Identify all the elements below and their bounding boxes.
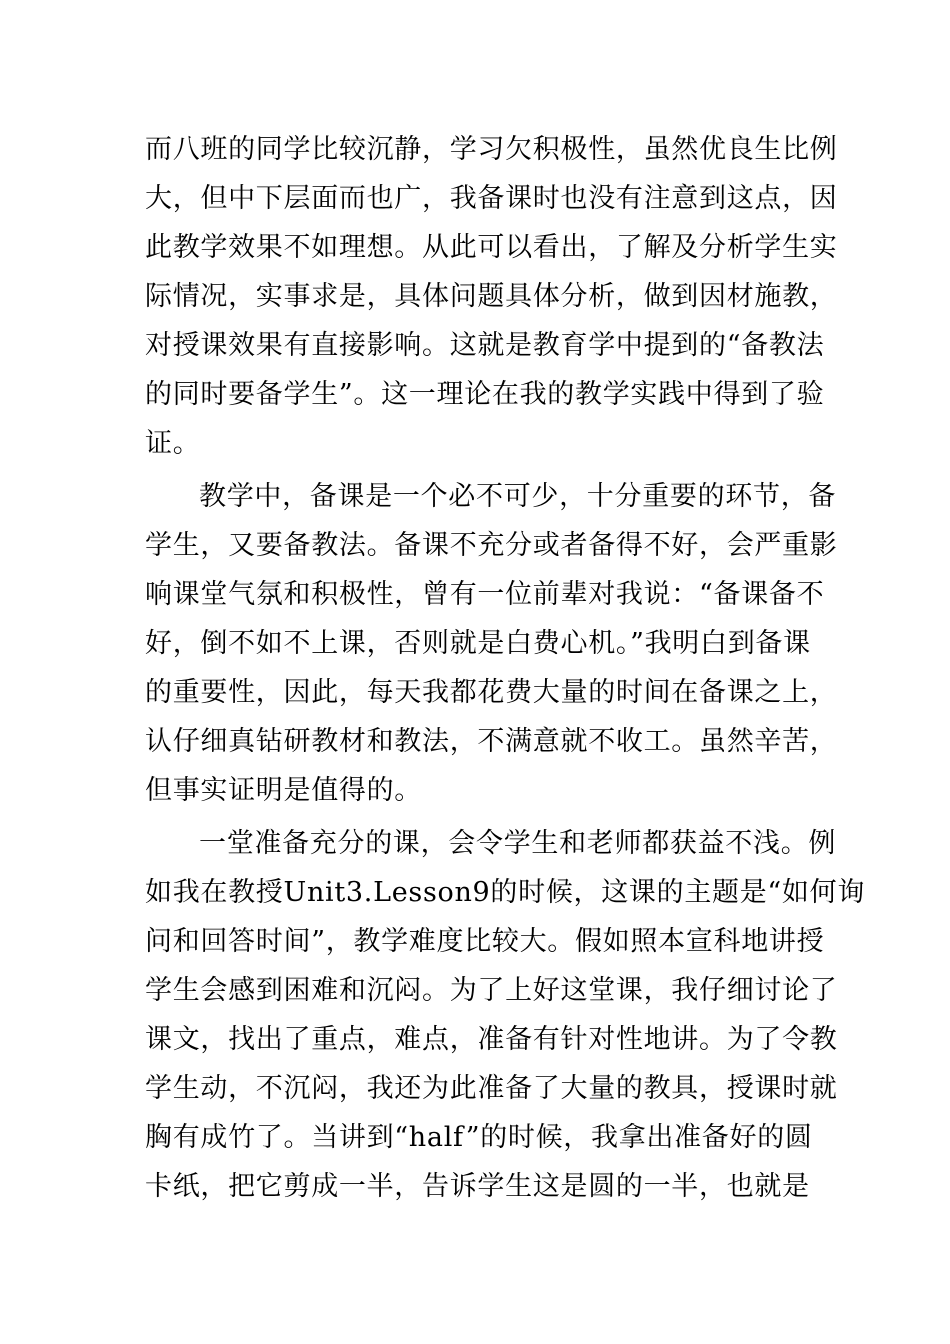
- text-line: 如我在教授Unit3.Lesson9的时候，这课的主题是“如何询: [145, 877, 866, 908]
- text-line: 大，但中下层面而也广，我备课时也没有注意到这点，因: [145, 183, 838, 214]
- text-line: 此教学效果不如理想。从此可以看出，了解及分析学生实: [145, 232, 838, 263]
- text-line: 好，倒不如不上课，否则就是白费心机。”我明白到备课: [145, 628, 811, 659]
- text-line: 响课堂气氛和积极性，曾有一位前辈对我说：“备课备不: [145, 579, 825, 610]
- text-line: 学生会感到困难和沉闷。为了上好这堂课，我仔细讨论了: [145, 975, 838, 1006]
- text-line: 但事实证明是值得的。: [145, 775, 422, 806]
- text-line: 而八班的同学比较沉静，学习欠积极性，虽然优良生比例: [145, 134, 838, 165]
- text-line: 学生动，不沉闷，我还为此准备了大量的教具，授课时就: [145, 1073, 838, 1104]
- text-line: 的同时要备学生”。这一理论在我的教学实践中得到了验: [145, 379, 825, 410]
- text-line: 学生，又要备教法。备课不充分或者备得不好，会严重影: [145, 530, 838, 561]
- text-line: 问和回答时间”，教学难度比较大。假如照本宣科地讲授: [145, 926, 825, 957]
- text-line: 胸有成竹了。当讲到“half”的时候，我拿出准备好的圆: [145, 1122, 813, 1153]
- text-line: 课文，找出了重点，难点，准备有针对性地讲。为了令教: [145, 1024, 838, 1055]
- text-line: 证。: [145, 428, 201, 459]
- text-line: 际情况，实事求是，具体问题具体分析，做到因材施教，: [145, 281, 838, 312]
- paragraph-first-line: 教学中，备课是一个必不可少，十分重要的环节，备: [199, 481, 837, 512]
- text-line: 对授课效果有直接影响。这就是教育学中提到的“备教法: [145, 330, 825, 361]
- paragraph-first-line: 一堂准备充分的课，会令学生和老师都获益不浅。例: [199, 828, 837, 859]
- text-line: 的重要性，因此，每天我都花费大量的时间在备课之上，: [145, 677, 838, 708]
- text-line: 认仔细真钻研教材和教法，不满意就不收工。虽然辛苦，: [145, 726, 838, 757]
- text-line: 卡纸，把它剪成一半，告诉学生这是圆的一半，也就是: [145, 1171, 810, 1202]
